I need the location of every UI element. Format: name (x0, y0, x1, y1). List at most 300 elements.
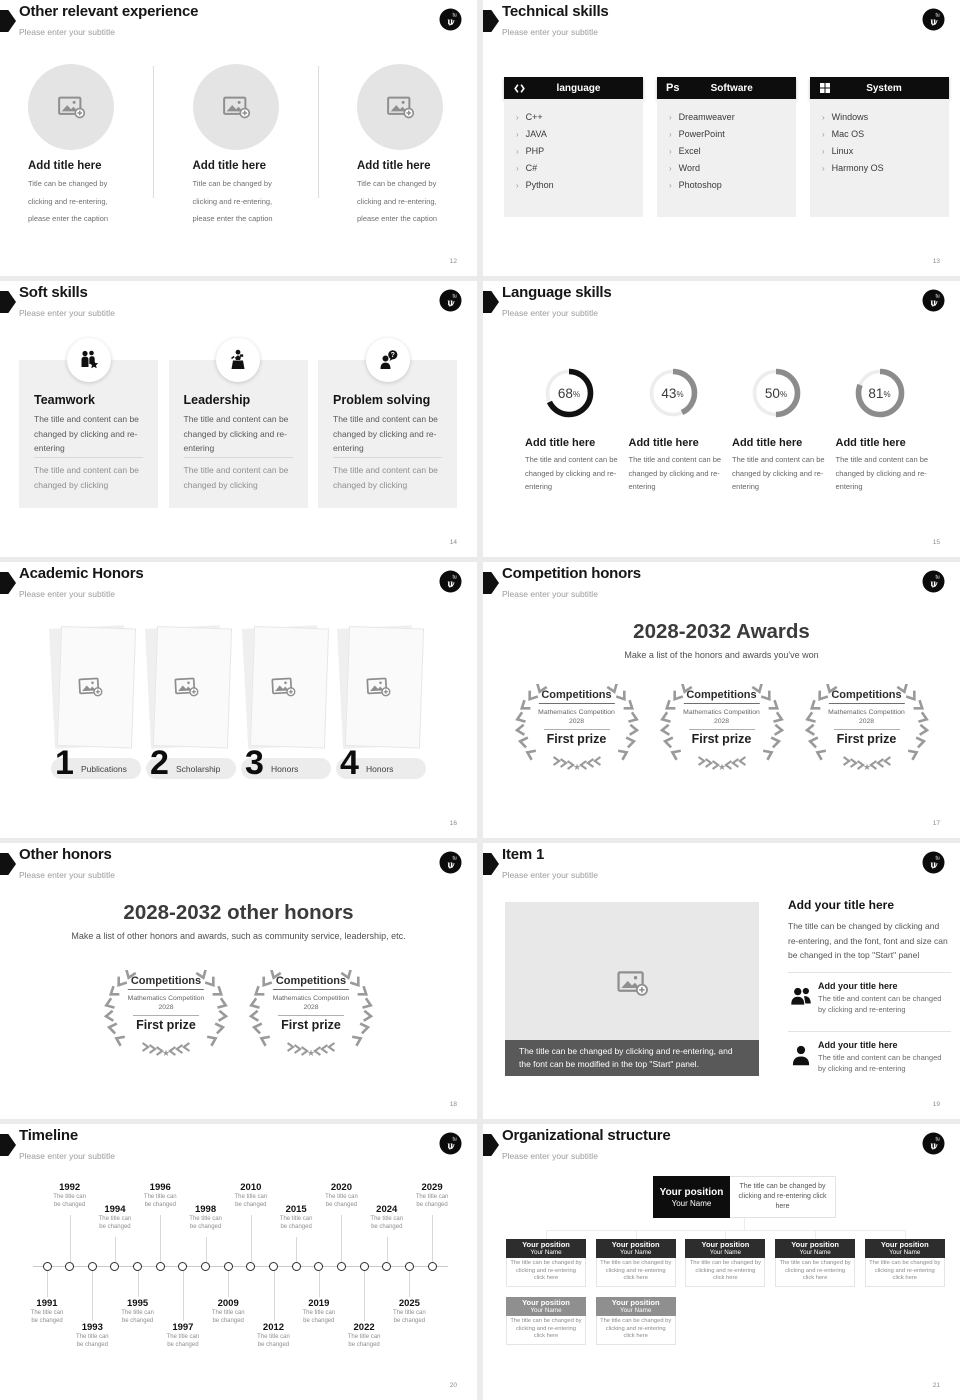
timeline-connector (364, 1271, 365, 1321)
svg-text:u: u (447, 297, 454, 309)
card-divider (34, 457, 143, 458)
slide-subtitle: Please enter your subtitle (502, 589, 598, 599)
language-skill-item (834, 365, 932, 494)
badge-prize: First prize (836, 732, 897, 746)
image-placeholder (505, 902, 759, 1076)
soft-skill-body: The title and content can be changed by clicking and re-entering (183, 414, 289, 453)
problem-solving-icon (376, 348, 400, 372)
org-box-body: The title can be changed by clicking and re-entering click here (685, 1258, 765, 1287)
tech-list-item: › Dreamweaver (669, 112, 735, 122)
soft-skill-title: Problem solving (333, 393, 431, 407)
honor-number: 1 (55, 744, 74, 782)
soft-skill-title: Leadership (183, 393, 251, 407)
timeline-caption: The title can be changed (30, 1310, 64, 1324)
donut-chart (852, 365, 908, 421)
chevron-bullet-icon: › (669, 130, 672, 139)
school-logo-icon (439, 570, 462, 593)
timeline-connector (47, 1271, 48, 1297)
image-caption: The title can be changed by clicking and re-entering, and the font can be modified in the top "Start" panel. (505, 1040, 759, 1076)
image-placeholder-icon (615, 966, 649, 1005)
language-skill-item (523, 365, 621, 494)
org-connector-stub (905, 1230, 906, 1239)
awards-subheading: Make a list of other honors and awards, such as community service, leadership, etc. (71, 931, 406, 941)
svg-text:★: ★ (306, 1048, 316, 1058)
donut-chart (645, 365, 701, 421)
timeline-year: 1997 (172, 1322, 194, 1333)
awards-heading: 2028-2032 Awards (633, 620, 810, 643)
slide-subtitle: Please enter your subtitle (19, 1151, 115, 1161)
timeline-label (315, 1182, 367, 1209)
slide-timeline[interactable] (0, 1124, 477, 1400)
image-placeholder-icon (269, 673, 296, 700)
tech-column-body (504, 99, 643, 217)
award-laurel-badge (245, 970, 377, 1058)
language-skill-item (627, 365, 725, 494)
timeline-connector (115, 1237, 116, 1262)
title-arrow-icon (0, 1134, 16, 1156)
title-arrow-icon (483, 572, 499, 594)
group-icon (788, 981, 818, 1015)
tech-list-item: › Mac OS (822, 129, 865, 139)
badge-prize: First prize (691, 732, 752, 746)
timeline-label (383, 1298, 435, 1325)
tech-column-title: System (866, 82, 902, 94)
timeline-node (405, 1262, 414, 1271)
timeline-connector (92, 1271, 93, 1321)
tech-column-body (657, 99, 796, 217)
org-box-position: Your position (522, 1298, 570, 1307)
right-items (788, 972, 951, 1081)
image-placeholder-icon (364, 673, 391, 700)
timeline-node (292, 1262, 301, 1271)
right-list-item (788, 972, 951, 1022)
badge-prize: First prize (281, 1018, 341, 1032)
badge-competition-name: Mathematics Competition (538, 709, 615, 716)
title-arrow-icon (483, 291, 499, 313)
svg-text:u: u (930, 16, 937, 28)
timeline-caption: The title can be changed (302, 1310, 336, 1324)
right-item-text (818, 1040, 951, 1074)
svg-text:tu: tu (935, 12, 940, 19)
org-position-box (685, 1239, 765, 1287)
right-item-body: The title and content can be changed by clicking and re-entering (818, 993, 942, 1014)
timeline-year: 1994 (104, 1204, 126, 1215)
badge-year: 2028 (568, 718, 585, 725)
slide-language-skills[interactable] (483, 281, 960, 557)
timeline-year: 2029 (421, 1182, 443, 1193)
badge-prize: First prize (136, 1018, 196, 1032)
org-box-position: Your position (611, 1240, 660, 1249)
org-box-position: Your position (522, 1240, 570, 1249)
percent-value: 50 % (764, 385, 788, 401)
timeline-label (44, 1182, 96, 1209)
title-arrow-icon (483, 853, 499, 875)
donut-body: The title and content can be changed by clicking and re-entering (628, 455, 722, 491)
slide-title: Language skills (502, 284, 612, 301)
slide-title: Other honors (19, 846, 112, 863)
badge-competition-name: Mathematics Competition (828, 709, 905, 716)
tech-column-body (810, 99, 949, 217)
chevron-bullet-icon: › (669, 113, 672, 122)
photoshop-icon: Ps (666, 82, 680, 94)
donut-chart (748, 365, 804, 421)
timeline-node (43, 1262, 52, 1271)
slide-competition-honors[interactable] (483, 562, 960, 838)
problem-solving-icon (366, 338, 410, 382)
chevron-bullet-icon: › (516, 113, 519, 122)
soft-skill-body: The title and content can be changed by clicking and re-entering (333, 414, 438, 453)
badge-year: 2028 (303, 1004, 319, 1011)
experience-column (193, 64, 309, 228)
org-root-note: The title can be changed by clicking and re-entering click here (730, 1176, 836, 1218)
school-logo-icon (922, 851, 945, 874)
donut-body: The title and content can be changed by clicking and re-entering (732, 455, 825, 491)
timeline-caption: The title can be changed (370, 1216, 404, 1230)
timeline-year: 1995 (127, 1298, 149, 1309)
slide-item-1[interactable] (483, 843, 960, 1119)
chevron-bullet-icon: › (822, 130, 825, 139)
timeline-caption: The title can be changed (166, 1334, 200, 1348)
timeline-caption: The title can be changed (393, 1310, 426, 1324)
timeline-caption: The title can be changed (415, 1194, 449, 1208)
tech-list-item: › C++ (516, 112, 543, 122)
photoshop-icon (666, 82, 679, 94)
slide-title: Soft skills (19, 284, 88, 301)
timeline-node (428, 1262, 437, 1271)
tech-list-item: › Harmony OS (822, 163, 884, 173)
award-laurel-badge (656, 684, 788, 772)
timeline-label (112, 1298, 164, 1325)
slide-title: Timeline (19, 1127, 78, 1144)
right-heading: Add your title here (788, 898, 895, 912)
badge-year: 2028 (713, 718, 730, 725)
svg-text:★: ★ (862, 762, 871, 772)
award-laurel-badge (801, 684, 933, 772)
timeline-year: 1992 (59, 1182, 81, 1193)
timeline-caption: The title can be changed (75, 1334, 109, 1348)
timeline-caption: The title can be changed (189, 1216, 222, 1230)
percent-value: 43 % (661, 385, 684, 401)
code-icon (513, 82, 526, 95)
photo-frame-placeholder (242, 625, 323, 749)
badge-year: 2028 (158, 1004, 174, 1011)
honor-number: 4 (340, 744, 359, 782)
badge-divider (834, 729, 900, 730)
badge-competition-name: Mathematics Competition (272, 995, 350, 1002)
timeline-connector (409, 1271, 410, 1297)
timeline-year: 1998 (194, 1204, 217, 1215)
org-box-body: The title can be changed by clicking and re-entering click here (865, 1258, 945, 1287)
svg-text:tu: tu (935, 855, 940, 862)
column-divider (153, 66, 154, 198)
timeline-caption: The title can be changed (234, 1194, 268, 1208)
leadership-icon (216, 338, 260, 382)
school-logo-icon (922, 1132, 945, 1155)
slide-title: Competition honors (502, 565, 641, 582)
language-skill-item (730, 365, 828, 494)
image-placeholder-icon (76, 673, 103, 700)
badge-year: 2028 (858, 718, 875, 725)
page-number: 13 (932, 258, 940, 265)
slide-subtitle: Please enter your subtitle (19, 589, 115, 599)
timeline-label (89, 1204, 141, 1231)
org-connector-stub (725, 1230, 726, 1239)
code-icon (513, 82, 526, 95)
timeline-node (224, 1262, 233, 1271)
badge-competition-name: Mathematics Competition (127, 995, 205, 1002)
slide-title: Item 1 (502, 846, 545, 863)
awards-heading: 2028-2032 other honors (123, 901, 354, 924)
school-logo-icon (439, 8, 462, 31)
chevron-bullet-icon: › (822, 147, 825, 156)
windows-icon (819, 82, 831, 94)
org-connector-stub (546, 1230, 547, 1239)
right-item-text (818, 981, 951, 1015)
slide-organizational-structure[interactable] (483, 1124, 960, 1400)
timeline-caption: The title can be changed (98, 1216, 132, 1230)
card-divider (184, 457, 293, 458)
org-position-box (596, 1239, 676, 1287)
svg-text:?: ? (390, 352, 395, 360)
slide-subtitle: Please enter your subtitle (502, 308, 598, 318)
person-icon (788, 1040, 818, 1074)
page-number: 20 (449, 1382, 457, 1389)
timeline-node (65, 1262, 74, 1271)
school-logo-icon (922, 8, 945, 31)
percent-value: 68 % (557, 385, 581, 401)
soft-skill-footer: The title and content can be changed by clicking (183, 465, 289, 490)
award-badges (483, 684, 960, 772)
experience-caption: Title can be changed by clicking and re-entering, please enter the caption (28, 179, 109, 223)
leadership-icon (226, 348, 250, 372)
timeline-label (248, 1322, 300, 1349)
tech-list-item: › Excel (669, 146, 701, 156)
tech-list-item: › JAVA (516, 129, 547, 139)
soft-skill-title: Teamwork (34, 393, 95, 407)
timeline-year: 2009 (217, 1298, 239, 1309)
page-number: 16 (449, 820, 457, 827)
org-box-name: Your Name (530, 1307, 562, 1314)
timeline-year: 1996 (149, 1182, 171, 1193)
timeline-node (201, 1262, 210, 1271)
timeline-connector (319, 1271, 320, 1297)
page-number: 14 (449, 539, 457, 546)
timeline-label (270, 1204, 322, 1231)
soft-skill-card (19, 360, 158, 508)
org-box-name: Your Name (620, 1249, 652, 1256)
slide-subtitle: Please enter your subtitle (502, 870, 598, 880)
school-logo-icon (439, 1132, 462, 1155)
chevron-bullet-icon: › (822, 164, 825, 173)
timeline-year: 2019 (308, 1298, 330, 1309)
timeline-caption: The title can be changed (143, 1194, 177, 1208)
soft-skill-footer: The title and content can be changed by clicking (333, 465, 438, 490)
donut-chart (541, 365, 597, 421)
tech-list-item: › Word (669, 163, 701, 173)
org-position-box (506, 1239, 586, 1287)
column-divider (318, 66, 319, 198)
timeline-connector (341, 1215, 342, 1262)
timeline-connector (228, 1271, 229, 1297)
school-logo-icon (922, 570, 945, 593)
page-number: 18 (449, 1101, 457, 1108)
timeline-node (360, 1262, 369, 1271)
soft-skill-card (169, 360, 308, 508)
chevron-bullet-icon: › (516, 147, 519, 156)
timeline-node (178, 1262, 187, 1271)
timeline-year: 2022 (353, 1322, 375, 1333)
timeline-connector (138, 1271, 139, 1297)
timeline-year: 1993 (81, 1322, 103, 1333)
award-laurel-badge (511, 684, 643, 772)
org-position-box (506, 1297, 586, 1345)
org-box-body: The title can be changed by clicking and re-entering click here (775, 1258, 855, 1287)
org-connector-stub (636, 1230, 637, 1239)
svg-text:u: u (447, 16, 454, 28)
timeline-year: 2025 (398, 1298, 420, 1309)
svg-text:tu: tu (452, 855, 457, 862)
timeline-node (337, 1262, 346, 1271)
image-placeholder-icon (221, 92, 251, 122)
title-arrow-icon (0, 10, 16, 32)
slide-other-relevant-experience[interactable] (0, 0, 477, 276)
org-position-box (775, 1239, 855, 1287)
experience-caption: Title can be changed by clicking and re-entering, please enter the caption (192, 179, 273, 223)
photo-frame-placeholder (145, 625, 226, 749)
svg-text:u: u (930, 578, 937, 590)
tech-column-header (504, 77, 643, 99)
org-box-position: Your position (880, 1240, 929, 1249)
image-placeholder-icon (56, 92, 86, 122)
donut-title: Add title here (628, 437, 699, 449)
org-root-box (653, 1176, 836, 1218)
chevron-bullet-icon: › (516, 181, 519, 190)
timeline-node (382, 1262, 391, 1271)
title-arrow-icon (483, 1134, 499, 1156)
award-laurel-badge (100, 970, 232, 1058)
org-box-body: The title can be changed by clicking and re-entering click here (506, 1258, 586, 1287)
tech-column-title: Software (710, 82, 753, 94)
timeline-connector (160, 1215, 161, 1262)
timeline-label (225, 1182, 277, 1209)
org-connector-stub (815, 1230, 816, 1239)
tech-list-item: › PHP (516, 146, 545, 156)
org-position-box (865, 1239, 945, 1287)
tech-column (504, 77, 643, 217)
slide-title: Other relevant experience (19, 3, 199, 20)
honor-label: Publications (81, 763, 127, 774)
timeline-year: 2012 (262, 1322, 285, 1333)
timeline-label (202, 1298, 254, 1325)
timeline-caption: The title can be changed (211, 1310, 245, 1324)
org-box-header (506, 1297, 586, 1316)
timeline-label (361, 1204, 413, 1231)
timeline-label (21, 1298, 73, 1325)
donut-body: The title and content can be changed by clicking and re-entering (525, 455, 618, 491)
slide-title: Technical skills (502, 3, 609, 20)
timeline-connector (387, 1237, 388, 1262)
chevron-bullet-icon: › (822, 113, 825, 122)
honor-label: Honors (271, 763, 299, 774)
tech-list-item: › PowerPoint (669, 129, 725, 139)
svg-text:tu: tu (935, 1136, 940, 1143)
honor-label: Scholarship (176, 763, 221, 774)
image-placeholder-icon (385, 92, 415, 122)
chevron-bullet-icon: › (669, 147, 672, 156)
tech-list-item: › Photoshop (669, 180, 722, 190)
timeline-year: 1991 (36, 1298, 58, 1309)
timeline-node (269, 1262, 278, 1271)
experience-caption: Title can be changed by clicking and re-entering, please enter the caption (357, 179, 438, 223)
donut-body: The title and content can be changed by clicking and re-entering (835, 455, 929, 491)
org-box-header (775, 1239, 855, 1258)
timeline-caption: The title can be changed (325, 1194, 358, 1208)
timeline-caption: The title can be changed (279, 1216, 313, 1230)
timeline-caption: The title can be changed (257, 1334, 290, 1348)
awards-subheading: Make a list of the honors and awards you've won (624, 650, 819, 660)
timeline-label (66, 1322, 118, 1349)
badge-category: Competitions (128, 975, 204, 990)
teamwork-icon (67, 338, 111, 382)
page-number: 21 (932, 1382, 940, 1389)
svg-text:★: ★ (161, 1048, 171, 1058)
experience-column (357, 64, 473, 228)
right-item-title: Add your title here (818, 980, 898, 991)
photo-circle-placeholder (357, 64, 443, 150)
slide-subtitle: Please enter your subtitle (502, 27, 598, 37)
timeline-node (246, 1262, 255, 1271)
title-arrow-icon (0, 853, 16, 875)
slide-soft-skills[interactable] (0, 281, 477, 557)
org-box-body: The title can be changed by clicking and re-entering click here (596, 1316, 676, 1345)
timeline-connector (183, 1271, 184, 1321)
right-item-title: Add your title here (818, 1039, 898, 1050)
timeline-node (156, 1262, 165, 1271)
timeline-label (406, 1182, 458, 1209)
tech-list-item: › C# (516, 163, 538, 173)
tech-list-item: › Linux (822, 146, 854, 156)
timeline-node (133, 1262, 142, 1271)
timeline-year: 2020 (330, 1182, 352, 1193)
soft-skill-footer: The title and content can be changed by clicking (34, 465, 139, 490)
right-body: The title can be changed by clicking and re-entering, and the font, font and size can be changed in the top "Start" panel (788, 921, 948, 960)
experience-column (28, 64, 144, 228)
org-box-header (596, 1297, 676, 1316)
group-icon (788, 984, 814, 1010)
soft-skill-body: The title and content can be changed by clicking and re-entering (34, 414, 139, 453)
page-number: 15 (932, 539, 940, 546)
org-position-box (596, 1297, 676, 1345)
card-divider (333, 457, 442, 458)
slide-academic-honors[interactable] (0, 562, 477, 838)
right-list-item (788, 1031, 951, 1081)
school-logo-icon (439, 851, 462, 874)
org-box-name: Your Name (799, 1249, 831, 1256)
award-badges (0, 970, 477, 1058)
timeline-node (314, 1262, 323, 1271)
badge-category: Competitions (683, 689, 759, 704)
page-number: 19 (932, 1101, 940, 1108)
chevron-bullet-icon: › (516, 164, 519, 173)
svg-text:u: u (930, 1140, 937, 1152)
slide-other-honors[interactable] (0, 843, 477, 1119)
timeline-caption: The title can be changed (121, 1310, 154, 1324)
org-root-name: Your Name (671, 1198, 712, 1208)
soft-skill-card (318, 352, 457, 508)
slide-technical-skills[interactable] (483, 0, 960, 276)
donut-title: Add title here (525, 437, 596, 449)
photo-frame-placeholder (49, 625, 130, 749)
